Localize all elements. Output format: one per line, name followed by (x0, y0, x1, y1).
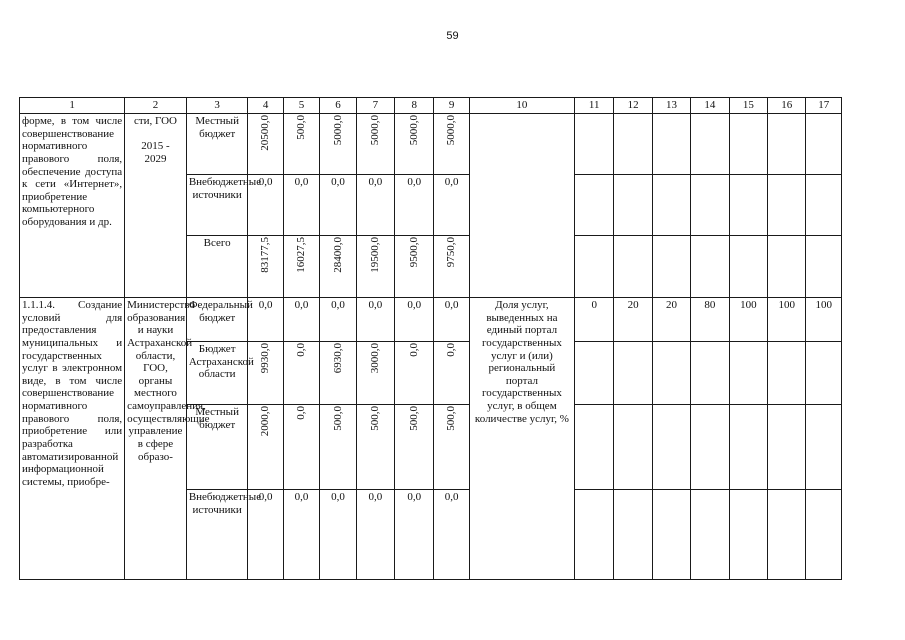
value-cell (283, 342, 319, 405)
target-cell (806, 405, 842, 490)
value-cell: 0,0 (283, 490, 319, 580)
value-cell: 0,0 (434, 175, 469, 236)
funding-source: Местный бюджет (186, 114, 248, 175)
funding-source: Бюджет Астраханской области (186, 342, 248, 405)
target-cell (768, 236, 806, 298)
target-cell (614, 114, 652, 175)
value-text: 3000,0 (369, 343, 382, 374)
header-cell: 1 (20, 98, 125, 114)
target-cell: 100 (729, 298, 767, 342)
target-cell: 20 (614, 298, 652, 342)
value-cell (283, 114, 319, 175)
value-cell: 0,0 (320, 175, 356, 236)
target-cell (614, 490, 652, 580)
value-cell (434, 236, 469, 298)
header-cell: 16 (768, 98, 806, 114)
value-cell (434, 114, 469, 175)
header-cell: 10 (469, 98, 574, 114)
value-cell: 0,0 (356, 298, 394, 342)
value-cell (320, 405, 356, 490)
target-cell: 80 (691, 298, 729, 342)
value-cell: 0,0 (395, 175, 434, 236)
target-cell (574, 175, 613, 236)
measure-description: 1.1.1.4. Создание условий для предоставления муниципальных и государственных услуг в электронном виде, в том числе совершенствование нормативного правового поля, приобретение или разработка автоматизированной информационной системы, приобре- (20, 298, 125, 580)
header-row (20, 98, 842, 114)
header-cell: 13 (652, 98, 690, 114)
value-cell: 0,0 (248, 175, 283, 236)
target-cell (691, 405, 729, 490)
target-cell: 100 (806, 298, 842, 342)
target-cell (768, 175, 806, 236)
header-cell: 3 (186, 98, 248, 114)
value-cell: 0,0 (356, 175, 394, 236)
value-text: 500,0 (445, 406, 458, 431)
value-cell: 0,0 (320, 490, 356, 580)
target-cell (614, 405, 652, 490)
target-cell (729, 342, 767, 405)
target-cell (652, 236, 690, 298)
value-text: 83177,5 (259, 237, 272, 273)
value-text: 9500,0 (407, 237, 420, 268)
value-cell (248, 405, 283, 490)
target-cell (652, 342, 690, 405)
value-cell: 0,0 (248, 298, 283, 342)
target-cell (729, 114, 767, 175)
value-cell (395, 405, 434, 490)
value-text: 500,0 (295, 115, 308, 140)
header-cell: 17 (806, 98, 842, 114)
value-cell (356, 114, 394, 175)
target-cell (652, 490, 690, 580)
funding-source: Внебюджетные источники (186, 490, 248, 580)
target-cell (806, 342, 842, 405)
target-cell (806, 236, 842, 298)
value-text: 19500,0 (369, 237, 382, 273)
value-text: 5000,0 (331, 115, 344, 146)
target-cell (806, 490, 842, 580)
value-text: 16027,5 (295, 237, 308, 273)
value-cell (356, 405, 394, 490)
value-cell (320, 114, 356, 175)
target-cell (691, 490, 729, 580)
value-cell: 0,0 (320, 298, 356, 342)
header-cell: 5 (283, 98, 319, 114)
header-cell: 15 (729, 98, 767, 114)
value-text: 2000,0 (259, 406, 272, 437)
value-cell (356, 342, 394, 405)
header-cell: 11 (574, 98, 613, 114)
value-cell: 0,0 (434, 490, 469, 580)
target-cell (729, 236, 767, 298)
value-text: 0,0 (445, 343, 458, 357)
value-cell (248, 236, 283, 298)
header-cell: 7 (356, 98, 394, 114)
target-cell (652, 175, 690, 236)
table-row (20, 114, 842, 175)
value-cell: 0,0 (283, 298, 319, 342)
value-text: 20500,0 (259, 115, 272, 151)
value-cell (283, 236, 319, 298)
value-text: 28400,0 (331, 237, 344, 273)
indicator-cell: Доля услуг, выведенных на единый портал государственных услуг и (или) региональный портал государственных услуг, в общем количестве услуг, % (469, 298, 574, 580)
value-text: 0,0 (295, 406, 308, 420)
header-cell: 8 (395, 98, 434, 114)
header-cell: 6 (320, 98, 356, 114)
target-cell (574, 490, 613, 580)
value-text: 9930,0 (259, 343, 272, 374)
target-cell (574, 236, 613, 298)
page-number: 59 (446, 30, 459, 42)
value-cell: 0,0 (395, 490, 434, 580)
program-table (19, 97, 842, 580)
value-cell (395, 236, 434, 298)
executor-cell: сти, ГОО 2015 - 2029 (125, 114, 187, 298)
target-cell (574, 342, 613, 405)
value-cell (434, 342, 469, 405)
table-row (20, 298, 842, 342)
target-cell (768, 405, 806, 490)
value-cell: 0,0 (434, 298, 469, 342)
value-cell (283, 405, 319, 490)
target-cell (768, 490, 806, 580)
value-text: 500,0 (331, 406, 344, 431)
target-cell: 100 (768, 298, 806, 342)
value-cell (320, 342, 356, 405)
target-cell (614, 236, 652, 298)
target-cell (729, 490, 767, 580)
value-text: 5000,0 (407, 115, 420, 146)
target-cell: 0 (574, 298, 613, 342)
funding-source: Внебюджетные источники (186, 175, 248, 236)
target-cell (806, 114, 842, 175)
value-cell: 0,0 (283, 175, 319, 236)
value-cell (395, 342, 434, 405)
value-text: 500,0 (369, 406, 382, 431)
value-cell (356, 236, 394, 298)
target-cell: 20 (652, 298, 690, 342)
value-cell (320, 236, 356, 298)
executor-cell: Министерство образования и науки Астраханской области, ГОО, органы местного самоуправления, осуществляющие управление в сфере образо- (125, 298, 187, 580)
header-cell: 12 (614, 98, 652, 114)
value-text: 9750,0 (445, 237, 458, 268)
funding-source: Местный бюджет (186, 405, 248, 490)
value-text: 500,0 (407, 406, 420, 431)
indicator-cell (469, 114, 574, 298)
target-cell (768, 342, 806, 405)
target-cell (729, 405, 767, 490)
funding-source: Всего (186, 236, 248, 298)
value-cell: 0,0 (356, 490, 394, 580)
value-text: 5000,0 (369, 115, 382, 146)
value-cell: 0,0 (248, 490, 283, 580)
target-cell (691, 114, 729, 175)
target-cell (614, 342, 652, 405)
header-cell: 14 (691, 98, 729, 114)
target-cell (574, 114, 613, 175)
value-text: 5000,0 (445, 115, 458, 146)
target-cell (729, 175, 767, 236)
target-cell (574, 405, 613, 490)
header-cell: 9 (434, 98, 469, 114)
target-cell (691, 175, 729, 236)
value-cell (248, 114, 283, 175)
target-cell (614, 175, 652, 236)
target-cell (806, 175, 842, 236)
target-cell (652, 405, 690, 490)
target-cell (691, 236, 729, 298)
value-cell: 0,0 (395, 298, 434, 342)
value-cell (395, 114, 434, 175)
funding-source: Федеральный бюджет (186, 298, 248, 342)
value-cell (434, 405, 469, 490)
header-cell: 2 (125, 98, 187, 114)
target-cell (652, 114, 690, 175)
measure-description: форме, в том числе совершенствование нормативного правового поля, обеспечение доступа к сети «Интернет», приобретение компьютерного оборудования и др. (20, 114, 125, 298)
target-cell (768, 114, 806, 175)
value-text: 6930,0 (331, 343, 344, 374)
value-text: 0,0 (295, 343, 308, 357)
value-text: 0,0 (407, 343, 420, 357)
target-cell (691, 342, 729, 405)
value-cell (248, 342, 283, 405)
header-cell: 4 (248, 98, 283, 114)
